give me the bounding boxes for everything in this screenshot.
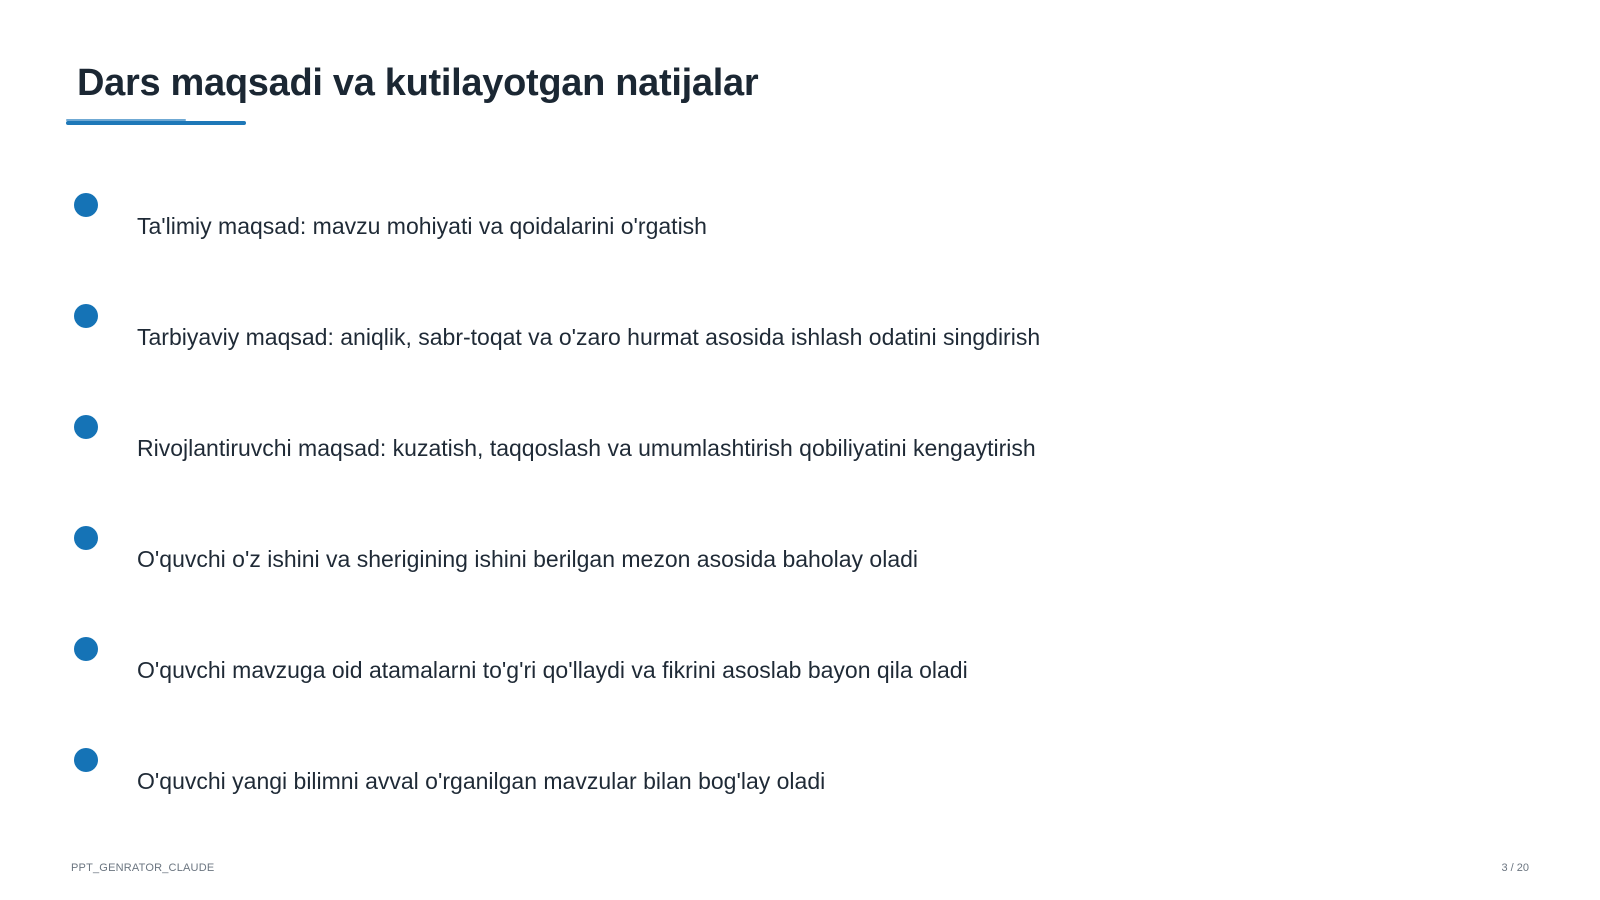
bullet-item <box>0 304 1400 384</box>
bullet-item <box>0 415 1400 495</box>
bullet-dot-icon <box>74 637 98 661</box>
footer-label: PPT_GENRATOR_CLAUDE <box>71 862 215 874</box>
bullet-item <box>0 637 1400 717</box>
slide-title: Dars maqsadi va kutilayotgan natijalar <box>77 62 759 104</box>
bullet-dot-icon <box>74 193 98 217</box>
bullet-dot-icon <box>74 304 98 328</box>
bullet-text: Tarbiyaviy maqsad: aniqlik, sabr-toqat va o'zaro hurmat asosida ishlash odatini singdirish <box>137 324 1041 350</box>
bullet-text: O'quvchi o'z ishini va sherigining ishini berilgan mezon asosida baholay oladi <box>137 546 919 572</box>
bullet-text: Ta'limiy maqsad: mavzu mohiyati va qoidalarini o'rgatish <box>137 213 707 239</box>
bullet-dot-icon <box>74 415 98 439</box>
bullet-dot-icon <box>74 748 98 772</box>
bullet-dot-icon <box>74 526 98 550</box>
bullet-item <box>0 193 1400 273</box>
bullet-text: O'quvchi mavzuga oid atamalarni to'g'ri qo'llaydi va fikrini asoslab bayon qila oladi <box>137 657 968 683</box>
bullet-item <box>0 748 1400 828</box>
bullet-text: Rivojlantiruvchi maqsad: kuzatish, taqqoslash va umumlashtirish qobiliyatini kengaytirish <box>137 435 1036 461</box>
bullet-item <box>0 526 1400 606</box>
page-indicator: 3 / 20 <box>1501 862 1529 874</box>
bullet-text: O'quvchi yangi bilimni avval o'rganilgan mavzular bilan bog'lay oladi <box>137 768 826 794</box>
